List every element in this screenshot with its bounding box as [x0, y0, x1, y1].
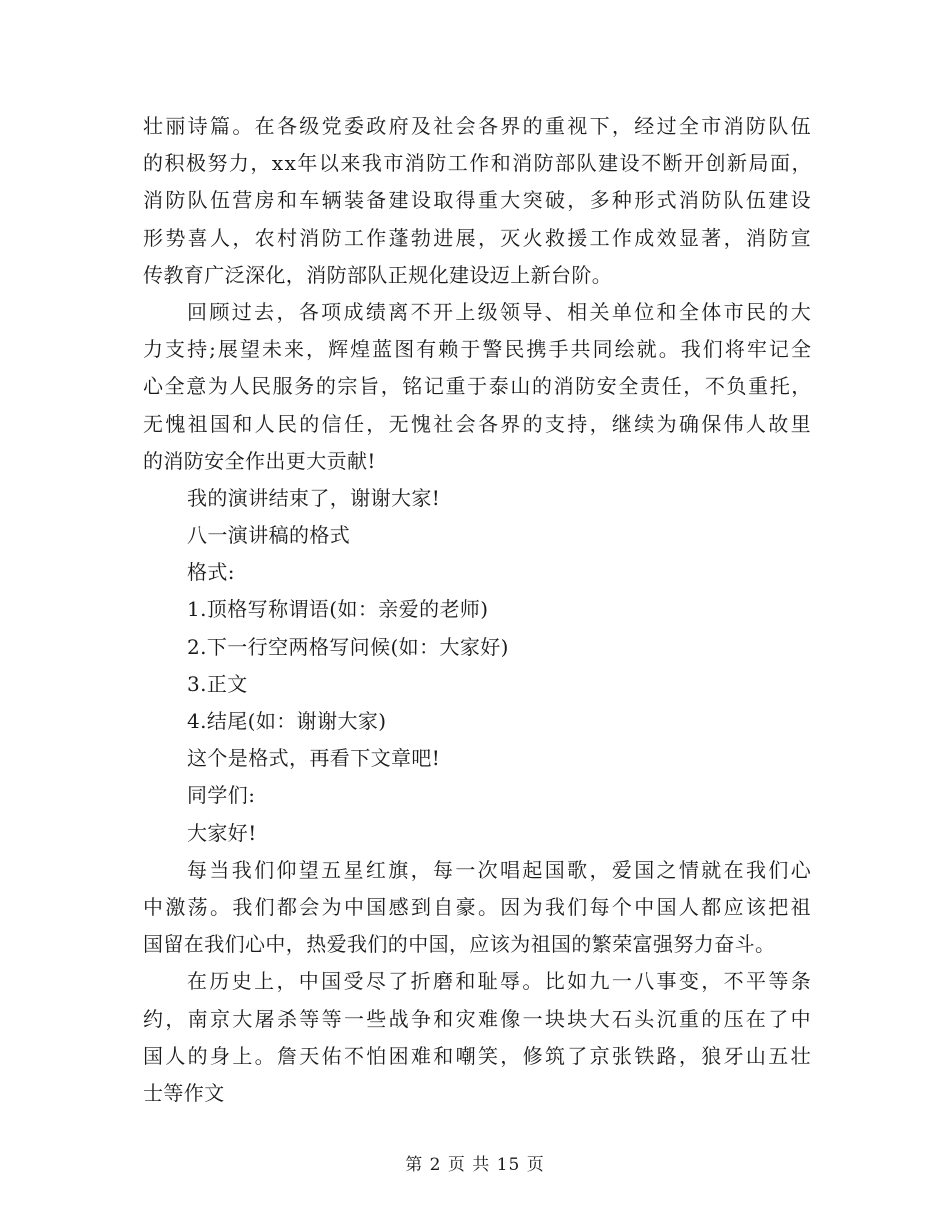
text-line: 回顾过去，各项成绩离不开上级领导、相关单位和全体市民的大: [187, 299, 814, 324]
text-line: 心全意为人民服务的宗旨，铭记重于泰山的消防安全责任，不负重托，: [143, 374, 813, 399]
document-body: [143, 108, 813, 1112]
text-line: 中激荡。我们都会为中国感到自豪。因为我们每个中国人都应该把祖: [143, 894, 813, 919]
text-line: 这个是格式，再看下文章吧!: [187, 746, 441, 771]
text-line: 无愧祖国和人民的信任，无愧社会各界的支持，继续为确保伟人故里: [143, 411, 813, 436]
text-line: 传教育广泛深化，消防部队正规化建设迈上新台阶。: [143, 262, 613, 287]
text-line: 力支持;展望未来，辉煌蓝图有赖于警民携手共同绘就。我们将牢记全: [143, 337, 813, 362]
text-line: 约，南京大屠杀等等一些战争和灾难像一块块大石头沉重的压在了中: [143, 1006, 813, 1031]
page-number-footer: 第 2 页 共 15 页: [405, 1155, 545, 1175]
text-line: 1.顶格写称谓语(如：亲爱的老师): [187, 597, 489, 622]
text-line: 2.下一行空两格写问候(如：大家好): [187, 634, 509, 659]
text-line: 格式:: [187, 560, 235, 585]
text-line: 形势喜人，农村消防工作蓬勃进展，灭火救援工作成效显著，消防宣: [143, 225, 813, 250]
text-line: 每当我们仰望五星红旗，每一次唱起国歌，爱国之情就在我们心: [187, 857, 814, 882]
text-line: 消防队伍营房和车辆装备建设取得重大突破，多种形式消防队伍建设: [143, 188, 813, 213]
text-line: 国留在我们心中，热爱我们的中国，应该为祖国的繁荣富强努力奋斗。: [143, 932, 776, 957]
text-line: 4.结尾(如：谢谢大家): [187, 709, 387, 733]
text-line: 士等作文: [143, 1080, 225, 1105]
text-line: 3.正文: [187, 671, 248, 696]
text-line: 大家好!: [187, 820, 257, 845]
text-line: 八一演讲稿的格式: [187, 523, 351, 548]
text-line: 国人的身上。詹天佑不怕困难和嘲笑，修筑了京张铁路，狼牙山五壮: [143, 1043, 813, 1068]
text-line: 我的演讲结束了，谢谢大家!: [187, 485, 441, 510]
text-line: 在历史上，中国受尽了折磨和耻辱。比如九一八事变，不平等条: [187, 969, 814, 994]
text-line: 的消防安全作出更大贡献!: [143, 448, 376, 473]
text-line: 的积极努力，xx年以来我市消防工作和消防部队建设不断开创新局面，: [143, 151, 813, 176]
text-line: 同学们:: [187, 783, 256, 808]
text-line: 壮丽诗篇。在各级党委政府及社会各界的重视下，经过全市消防队伍: [143, 114, 813, 138]
